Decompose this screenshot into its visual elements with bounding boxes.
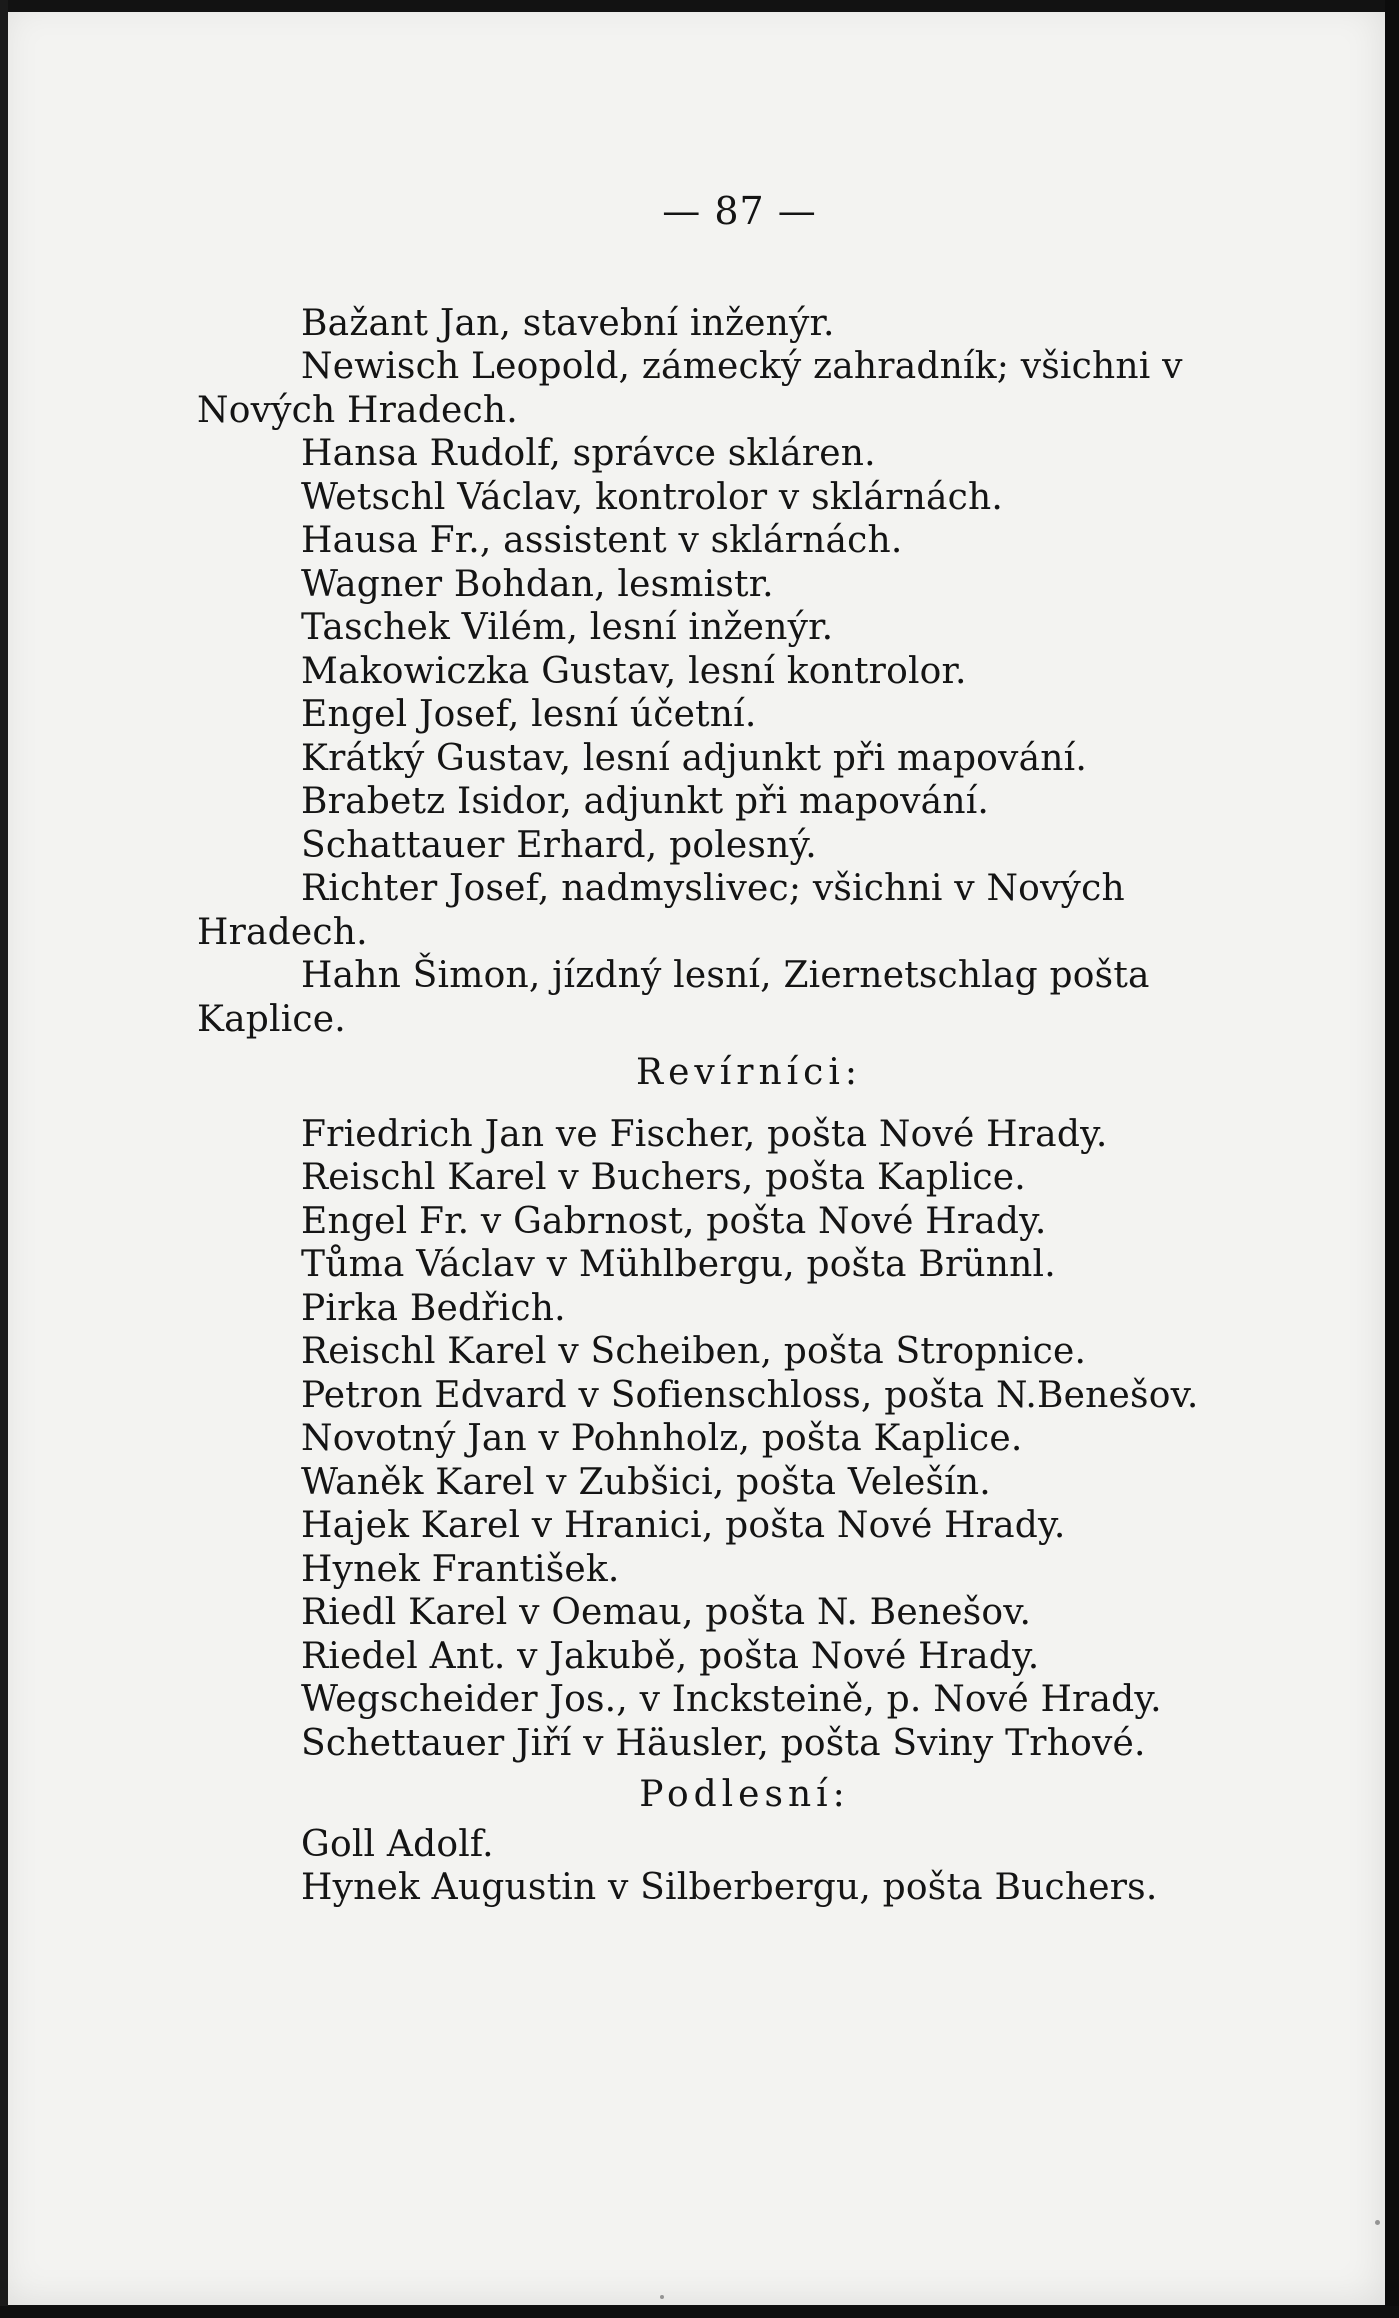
print-speck [1375,2220,1380,2225]
list-item: Goll Adolf. [301,1823,494,1865]
scan-edge-top [0,0,1399,12]
list-item: Schettauer Jiří v Häusler, pošta Sviny Trhové. [301,1722,1146,1764]
list-item: Reischl Karel v Buchers, pošta Kaplice. [301,1157,1026,1198]
list-item: Brabetz Isidor, adjunkt při mapování. [301,781,990,822]
list-item: Engel Fr. v Gabrnost, pošta Nové Hrady. [301,1200,1047,1242]
list-item: Newisch Leopold, zámecký zahradník; všichni v Nových Hradech. [197,346,1183,431]
list-item: Wegscheider Jos., v Incksteině, p. Nové Hrady. [301,1679,1162,1720]
section-title-revirnici: Revírníci: [636,1052,862,1093]
list-item: Hansa Rudolf, správce skláren. [301,433,876,474]
list-item: Bažant Jan, stavební inženýr. [301,302,835,344]
list-item: Tůma Václav v Mühlbergu, pošta Brünnl. [301,1244,1056,1285]
list-item: Riedel Ant. v Jakubě, pošta Nové Hrady. [301,1635,1040,1677]
list-item: Novotný Jan v Pohnholz, pošta Kaplice. [301,1418,1023,1459]
list-item: Riedl Karel v Oemau, pošta N. Benešov. [301,1592,1032,1633]
list-item: Hausa Fr., assistent v sklárnách. [301,520,903,561]
list-item: Schattauer Erhard, polesný. [301,824,817,866]
list-item: Pirka Bedřich. [301,1287,566,1329]
list-item: Hajek Karel v Hranici, pošta Nové Hrady. [301,1505,1066,1546]
list-item: Wagner Bohdan, lesmistr. [301,563,774,605]
print-speck [660,2295,664,2299]
list-item: Engel Josef, lesní účetní. [301,694,757,735]
scan-edge-right [1385,0,1399,2318]
list-item: Friedrich Jan ve Fischer, pošta Nové Hrady. [301,1113,1108,1155]
list-item: Richter Josef, nadmyslivec; všichni v Nových Hradech. [197,868,1125,953]
list-item: Petron Edvard v Sofienschloss, pošta N.Benešov. [301,1374,1199,1416]
list-item: Waněk Karel v Zubšici, pošta Velešín. [301,1461,991,1503]
list-item: Hynek František. [301,1548,620,1590]
list-item: Krátký Gustav, lesní adjunkt při mapování. [301,737,1088,779]
section-title-podlesni: Podlesní: [639,1774,850,1815]
list-item: Hahn Šimon, jízdný lesní, Ziernetschlag pošta Kaplice. [197,955,1150,1040]
page-number: — 87 — [662,189,817,233]
scan-edge-bottom [0,2306,1399,2318]
scan-edge-left [0,0,8,2318]
list-item: Taschek Vilém, lesní inženýr. [301,607,834,648]
page-content [197,190,1237,1910]
list-item: Reischl Karel v Scheiben, pošta Stropnice. [301,1331,1087,1372]
list-item: Makowiczka Gustav, lesní kontrolor. [301,650,967,692]
list-item: Hynek Augustin v Silberbergu, pošta Buchers. [301,1867,1158,1908]
list-item: Wetschl Václav, kontrolor v sklárnách. [301,476,1004,518]
